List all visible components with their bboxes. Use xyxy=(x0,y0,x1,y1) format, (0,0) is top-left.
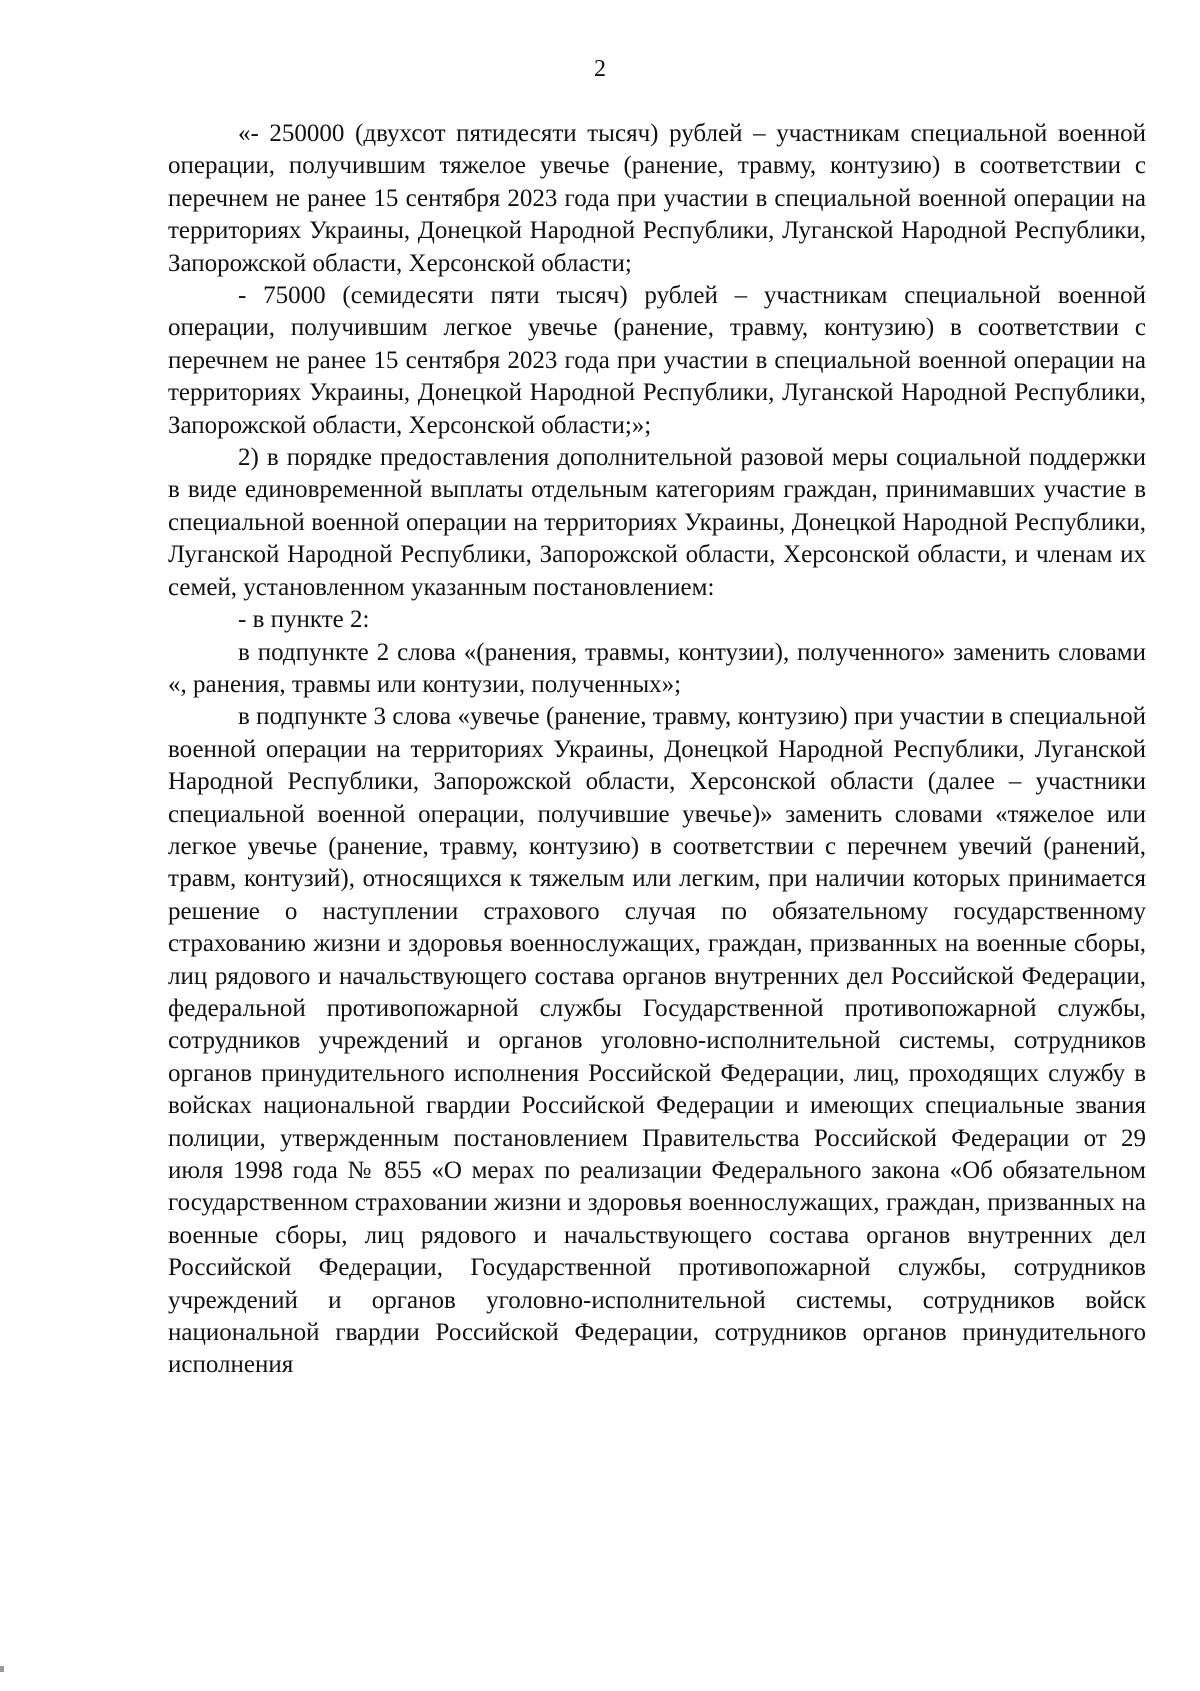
paragraph-subpoint-3: в подпункте 3 слова «увечье (ранение, травму, контузию) при участии в специальной военной операции на территориях Украины, Донецкой Народной Республики, Луганской Народной Республики, Запорожской области, Херсонской области (далее – участники специальной военной операции, получившие увечье)» заменить словами «тяжелое или легкое увечье (ранение, травму, контузию) в соответствии с перечнем увечий (ранений, травм, контузий), относящихся к тяжелым или легким, при наличии которых принимается решение о наступлении страхового случая по обязательному государственному страхованию жизни и здоровья военнослужащих, граждан, призванных на военные сборы, лиц рядового и начальствующего состава органов внутренних дел Российской Федерации, федеральной противопожарной службы Государственной противопожарной службы, сотрудников учреждений и органов уголовно-исполнительной системы, сотрудников органов принудительного исполнения Российской Федерации, лиц, проходящих службу в войсках национальной гвардии Российской Федерации и имеющих специальные звания полиции, утвержденным постановлением Правительства Российской Федерации от 29 июля 1998 года № 855 «О мерах по реализации Федерального закона «Об обязательном государственном страховании жизни и здоровья военнослужащих, граждан, призванных на военные сборы, лиц рядового и начальствующего состава органов внутренних дел Российской Федерации, Государственной противопожарной службы, сотрудников учреждений и органов уголовно-исполнительной системы, сотрудников войск национальной гвардии Российской Федерации, сотрудников органов принудительного исполнения xyxy=(168,703,1146,1379)
page-number: 2 xyxy=(594,56,606,82)
paragraph-item-2-procedure: 2) в порядке предоставления дополнительной разовой меры социальной поддержки в виде единовременной выплаты отдельным категориям граждан, принимавших участие в специальной военной операции на территориях Украины, Донецкой Народной Республики, Луганской Народной Республики, Запорожской области, Херсонской области, и членам их семей, установленном указанным постановлением: xyxy=(168,444,1146,601)
paragraph-light-injury-payment: - 75000 (семидесяти пяти тысяч) рублей – участникам специальной военной операции, получившим легкое увечье (ранение, травму, контузию) в соответствии с перечнем не ранее 15 сентября 2023 года при участии в специальной военной операции на территориях Украины, Донецкой Народной Республики, Луганской Народной Республики, Запорожской области, Херсонской области;»; xyxy=(168,282,1146,439)
paragraph-subpoint-2: в подпункте 2 слова «(ранения, травмы, контузии), полученного» заменить словами «, ранения, травмы или контузии, полученных»; xyxy=(168,638,1146,698)
scan-edge-mark xyxy=(0,1666,4,1672)
document-body xyxy=(168,118,1146,1382)
paragraph-in-point-2: - в пункте 2: xyxy=(238,606,370,634)
paragraph-serious-injury-payment: «- 250000 (двухсот пятидесяти тысяч) рублей – участникам специальной военной операции, получившим тяжелое увечье (ранение, травму, контузию) в соответствии с перечнем не ранее 15 сентября 2023 года при участии в специальной военной операции на территориях Украины, Донецкой Народной Республики, Луганской Народной Республики, Запорожской области, Херсонской области; xyxy=(168,120,1146,277)
